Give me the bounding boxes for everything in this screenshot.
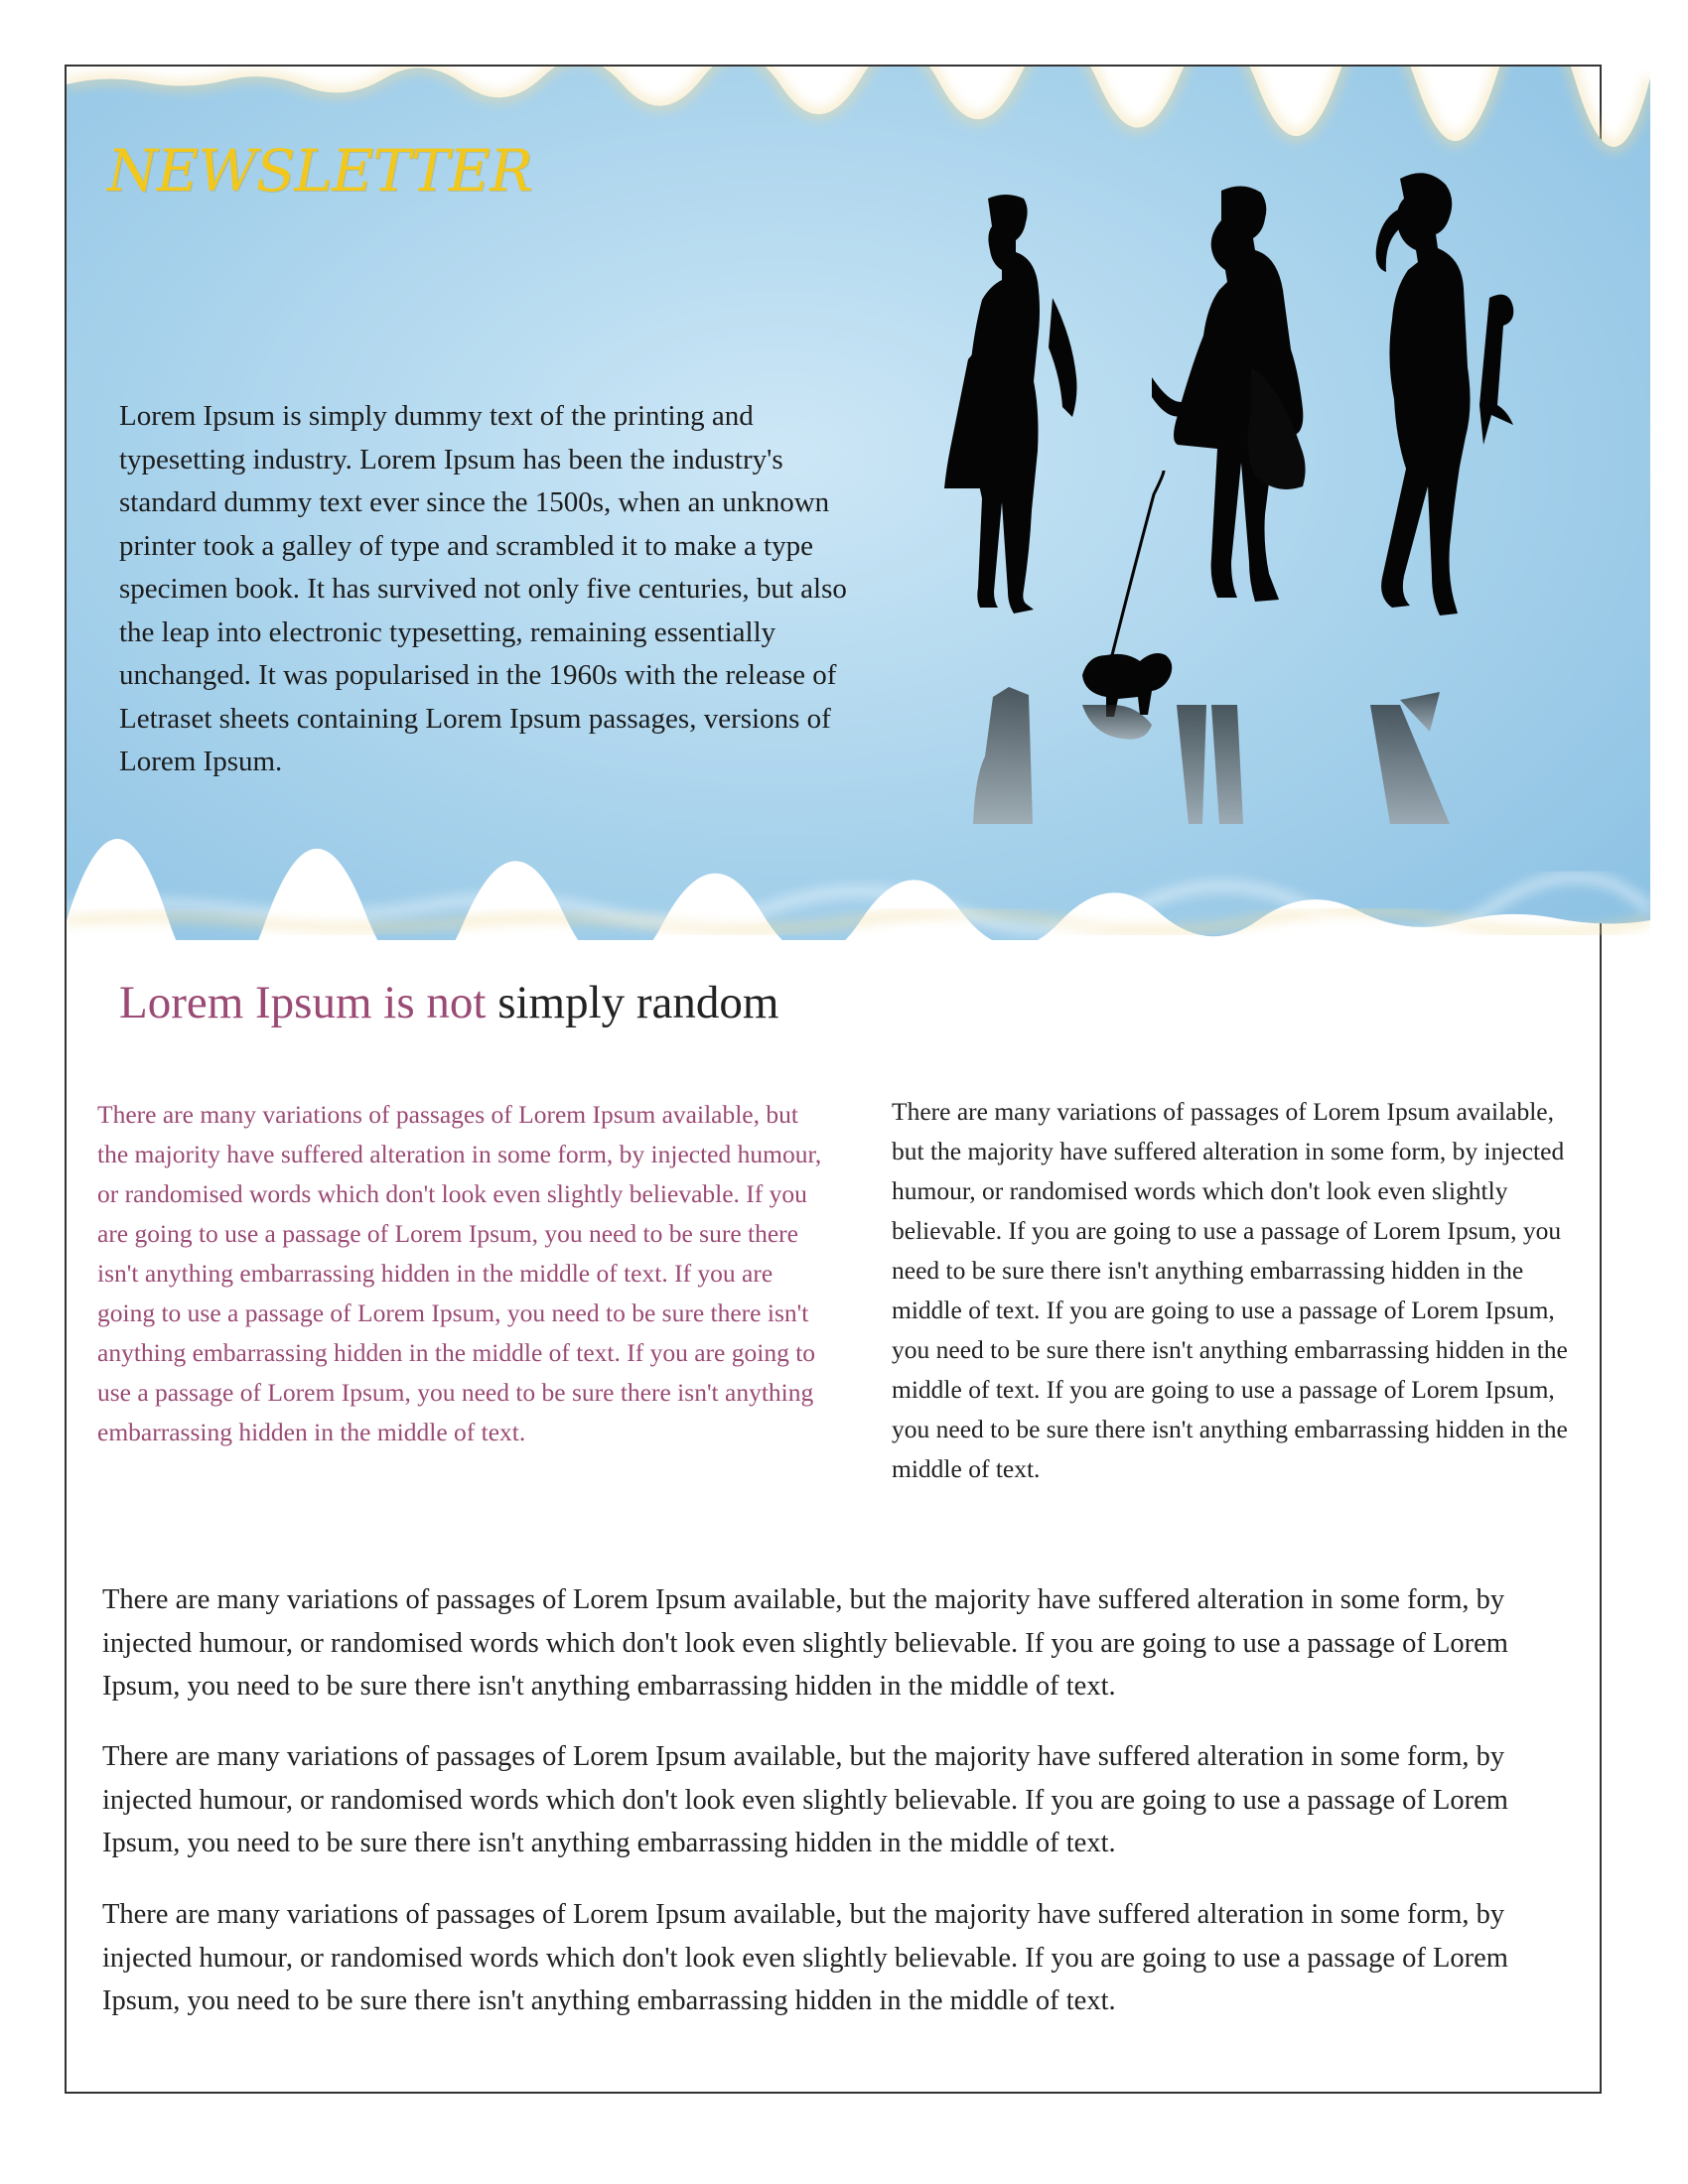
section-heading [119, 976, 778, 1029]
woman-middle-icon [1152, 186, 1306, 602]
intro-paragraph: Lorem Ipsum is simply dummy text of the printing and typesetting industry. Lorem Ipsum has been the industry's standard dummy text ever since the 1500s, when an unknown printer took a galley of type and scrambled it to make a type specimen book. It has survived not only five centuries, but also the leap into electronic typesetting, remaining essentially unchanged. It was popularised in the 1960s with the release of Letraset sheets containing Lorem Ipsum passages, versions of Lorem Ipsum. [119, 400, 847, 777]
column-left-text: There are many variations of passages of Lorem Ipsum available, but the majority have suffered alteration in some form, by injected humour, or randomised words which don't look even slightly believable. If you are going to use a passage of Lorem Ipsum, you need to be sure there isn't anything embarrassing hidden in the middle of text. If you are going to use a passage of Lorem Ipsum, you need to be sure there isn't anything embarrassing hidden in the middle of text. If you are going to use a passage of Lorem Ipsum, you need to be sure there isn't anything embarrassing hidden in the middle of text. [97, 1100, 822, 1446]
body-paragraph: There are many variations of passages of Lorem Ipsum available, but the majority have suffered alteration in some form, by injected humour, or randomised words which don't look even slightly believable. If you are going to use a passage of Lorem Ipsum, you need to be sure there isn't anything embarrassing hidden in the middle of text. [102, 1741, 1508, 1858]
section-heading-accent: Lorem Ipsum is not [119, 977, 487, 1028]
body-paragraph: There are many variations of passages of Lorem Ipsum available, but the majority have suffered alteration in some form, by injected humour, or randomised words which don't look even slightly believable. If you are going to use a passage of Lorem Ipsum, you need to be sure there isn't anything embarrassing hidden in the middle of text. [102, 1899, 1508, 2016]
woman-right-icon [1376, 173, 1514, 615]
column-right-text: There are many variations of passages of Lorem Ipsum available, but the majority have suffered alteration in some form, by injected humour, or randomised words which don't look even slightly believable. If you are going to use a passage of Lorem Ipsum, you need to be sure there isn't anything embarrassing hidden in the middle of text. If you are going to use a passage of Lorem Ipsum, you need to be sure there isn't anything embarrassing hidden in the middle of text. If you are going to use a passage of Lorem Ipsum, you need to be sure there isn't anything embarrassing hidden in the middle of text. [892, 1097, 1568, 1483]
newsletter-title: NEWSLETTER [107, 137, 532, 205]
fashion-women-silhouettes-icon [933, 149, 1569, 943]
woman-left-icon [944, 195, 1077, 614]
section-heading-rest: simply random [486, 977, 779, 1028]
reflection-icon [973, 687, 1450, 824]
body-paragraph: There are many variations of passages of Lorem Ipsum available, but the majority have suffered alteration in some form, by injected humour, or randomised words which don't look even slightly believable. If you are going to use a passage of Lorem Ipsum, you need to be sure there isn't anything embarrassing hidden in the middle of text. [102, 1584, 1508, 1702]
